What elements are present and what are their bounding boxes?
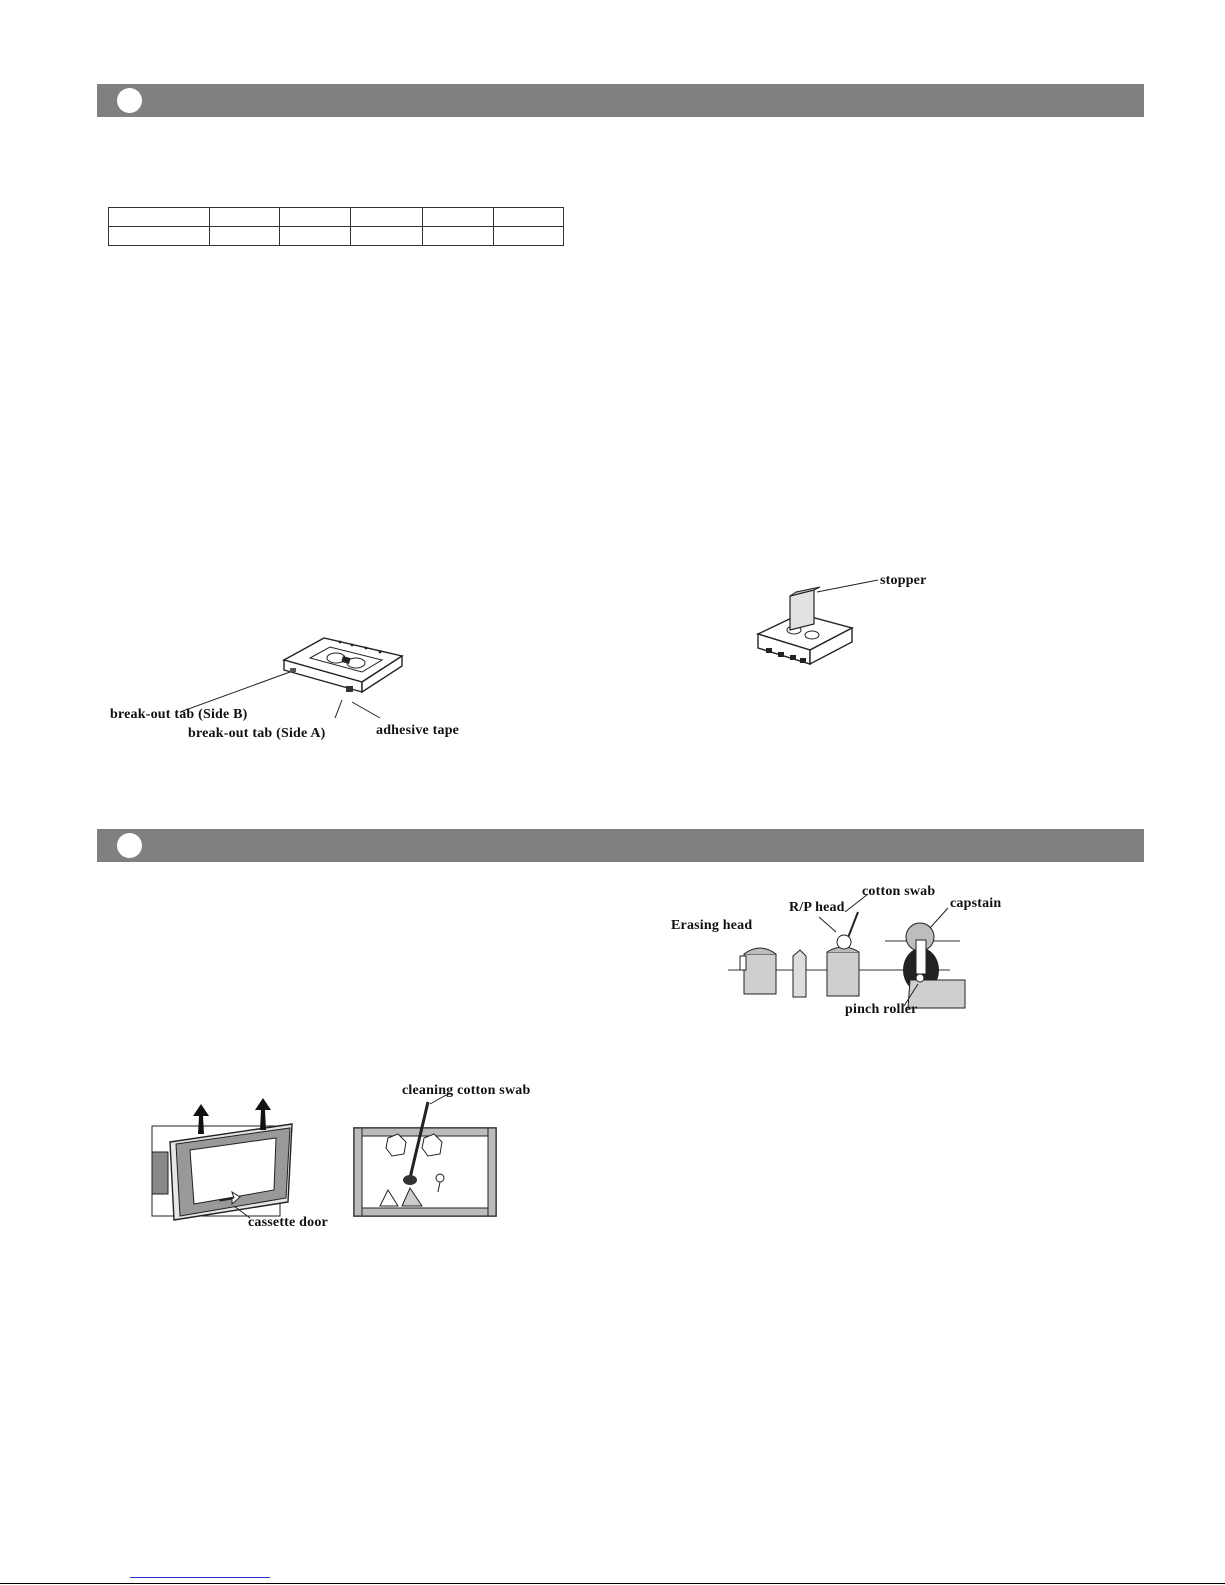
table-row <box>109 208 564 227</box>
capstain-label: capstain <box>950 896 1002 911</box>
section-header-bar-1 <box>97 84 1144 117</box>
cotton-swab-label: cotton swab <box>862 884 936 899</box>
table-cell <box>350 227 422 246</box>
tab-side-a-label: break-out tab (Side A) <box>188 726 326 741</box>
table-cell <box>493 208 563 227</box>
stopper-cassette-illustration <box>752 578 972 683</box>
adhesive-tape-label: adhesive tape <box>376 723 460 738</box>
table-cell <box>422 227 493 246</box>
table-row <box>109 227 564 246</box>
rp-head-label: R/P head <box>789 900 845 915</box>
cleaning-cotton-swab-label: cleaning cotton swab <box>402 1083 531 1098</box>
footer-link-underline[interactable] <box>130 1577 270 1578</box>
pinch-roller-label: pinch roller <box>845 1002 918 1017</box>
table-cell <box>210 208 280 227</box>
table-cell <box>109 208 210 227</box>
table-cell <box>280 208 350 227</box>
table-cell <box>350 208 422 227</box>
cassette-door-illustration <box>148 1094 508 1234</box>
table-cell <box>210 227 280 246</box>
section-bullet-icon <box>117 88 142 113</box>
spec-table <box>108 207 564 246</box>
head-cleaning-diagram <box>720 880 970 1015</box>
footer-rule <box>0 1583 1225 1584</box>
section-header-bar-2 <box>97 829 1144 862</box>
table-cell <box>493 227 563 246</box>
tab-side-b-label: break-out tab (Side B) <box>110 707 248 722</box>
cassette-door-label: cassette door <box>248 1215 328 1230</box>
table-cell <box>422 208 493 227</box>
section-bullet-icon <box>117 833 142 858</box>
table-cell <box>109 227 210 246</box>
table-cell <box>280 227 350 246</box>
stopper-label: stopper <box>880 573 927 588</box>
erasing-head-label: Erasing head <box>671 918 753 933</box>
